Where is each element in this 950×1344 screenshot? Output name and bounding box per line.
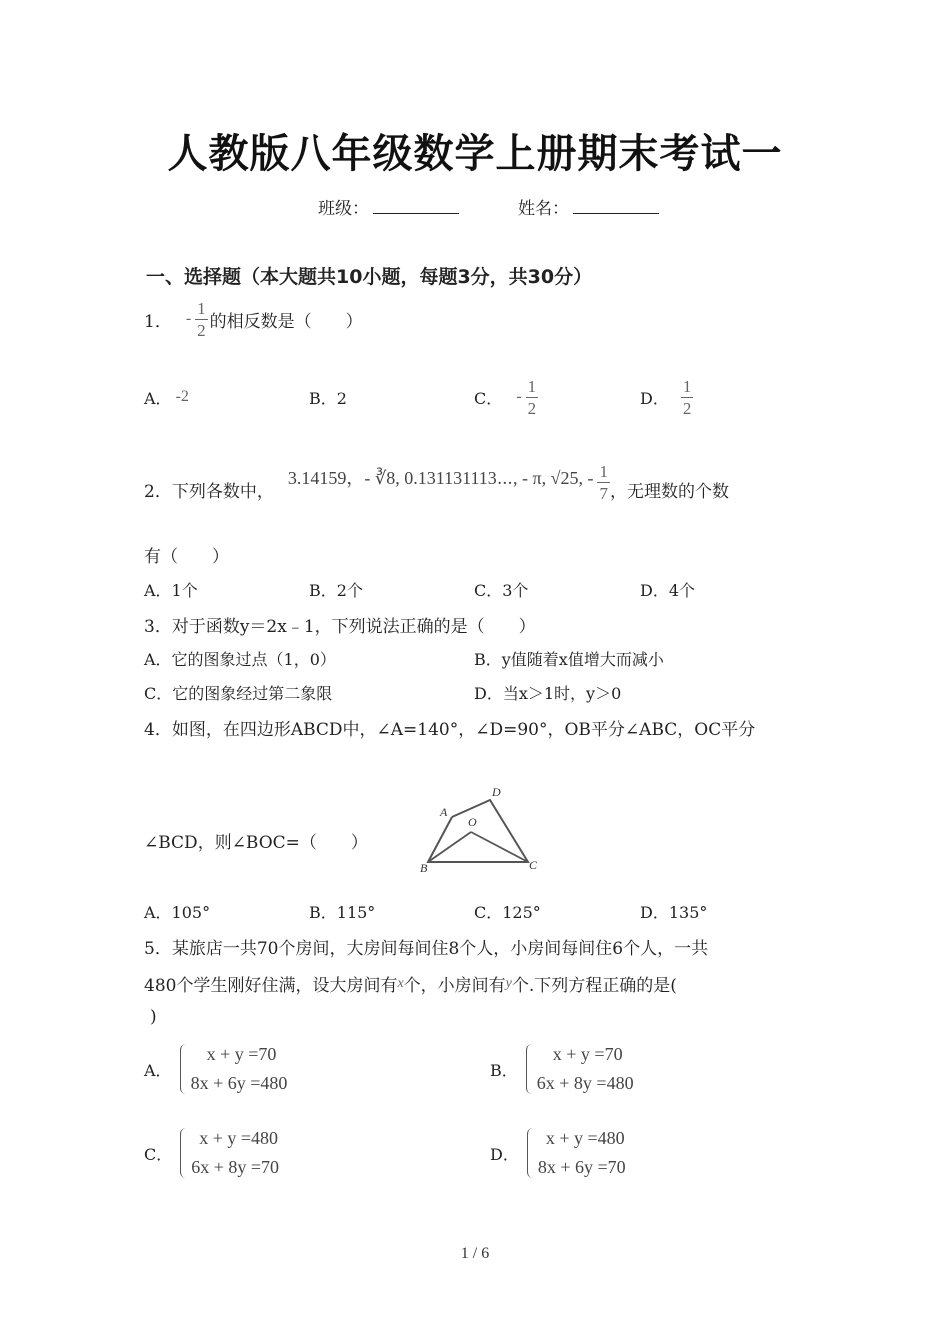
page-title: 人教版八年级数学上册期末考试一 [167, 131, 783, 177]
name-field [518, 194, 659, 219]
class-label: 班级： [318, 199, 369, 219]
question-4-line2: ∠BCD，则∠BOC=（ ） [144, 833, 368, 853]
brace-icon [526, 1044, 533, 1094]
quadrilateral-diagram [405, 780, 550, 880]
q4-option-b[interactable]: B．115° [309, 903, 376, 922]
question-5-line2: 480个学生刚好住满，设大房间有$^x$个，小房间有$^y$个.下列方程正确的是( [144, 976, 677, 996]
q2-option-a[interactable]: A．1个 [144, 581, 198, 600]
label-a: A [440, 805, 448, 819]
q3-option-b[interactable]: B．y值随着x值增大而减小 [474, 650, 664, 669]
brace-icon [527, 1128, 534, 1178]
q1-option-d[interactable]: D． $\frac{1}{2}$ [640, 376, 692, 418]
q5-option-a[interactable]: A． x + y =70 8x + 6y =480 [144, 1044, 288, 1093]
q2-option-b[interactable]: B．2个 [309, 581, 363, 600]
label-b: B [420, 861, 428, 875]
q2-suffix: ，无理数的个数 [609, 481, 729, 502]
q1-option-a[interactable]: A． -2 [144, 388, 189, 408]
q5-option-c[interactable]: C． x + y =480 6x + 8y =70 [144, 1128, 280, 1177]
q1-sign: - [185, 310, 192, 327]
name-label: 姓名： [518, 199, 569, 219]
label-c: C [529, 858, 538, 872]
q5-option-b[interactable]: B． x + y =70 6x + 8y =480 [490, 1044, 634, 1093]
question-5-line1: 5．某旅店一共70个房间，大房间每间住8个人，小房间每间住6个人，一共 [144, 939, 709, 959]
q1-text: 的相反数是（ ） [209, 311, 363, 332]
brace-icon [180, 1128, 187, 1178]
name-blank[interactable] [573, 199, 659, 214]
label-o: O [468, 815, 477, 829]
q2-line2: 有（ ） [144, 547, 229, 567]
q1-number: 1． [144, 311, 172, 332]
question-5-line3: ) [150, 1007, 157, 1027]
question-1 [144, 294, 363, 344]
label-d: D [492, 785, 501, 799]
q4-option-d[interactable]: D．135° [640, 903, 708, 922]
segment-ob [428, 832, 471, 862]
q2-option-c[interactable]: C．3个 [474, 581, 529, 600]
brace-icon [180, 1044, 187, 1094]
question-3: 3．对于函数y＝2x﹣1，下列说法正确的是（ ） [144, 617, 536, 637]
q1-option-c[interactable]: C． - $\frac{1}{2}$ [474, 376, 537, 418]
question-2 [144, 456, 729, 522]
q1-fraction: $\frac{1}{2}$ [197, 298, 206, 340]
q3-option-d[interactable]: D．当x＞1时，y＞0 [474, 684, 622, 703]
class-blank[interactable] [373, 199, 459, 214]
q3-option-a[interactable]: A．它的图象过点（1，0） [144, 650, 336, 669]
q2-fraction: $\frac{1}{7}$ [599, 461, 608, 503]
q1-option-b[interactable]: B．2 [309, 388, 347, 408]
q2-option-d[interactable]: D．4个 [640, 581, 696, 600]
q2-prefix: 2．下列各数中， [144, 481, 274, 502]
section-heading: 一、选择题（本大题共10小题，每题3分，共30分） [146, 266, 593, 288]
page-number: 1 / 6 [460, 1245, 490, 1262]
question-4-line1: 4．如图，在四边形ABCD中，∠A=140°，∠D=90°，OB平分∠ABC，OC平分 [144, 720, 756, 740]
q2-number-list: 3.14159，- ∛8, 0.131131113⋯, - π, √25, - [287, 468, 594, 488]
q4-option-a[interactable]: A．105° [144, 903, 211, 922]
class-field [318, 194, 459, 219]
q5-option-d[interactable]: D． x + y =480 8x + 6y =70 [490, 1128, 626, 1177]
q4-option-c[interactable]: C．125° [474, 903, 541, 922]
q3-option-c[interactable]: C．它的图象经过第二象限 [144, 684, 333, 703]
